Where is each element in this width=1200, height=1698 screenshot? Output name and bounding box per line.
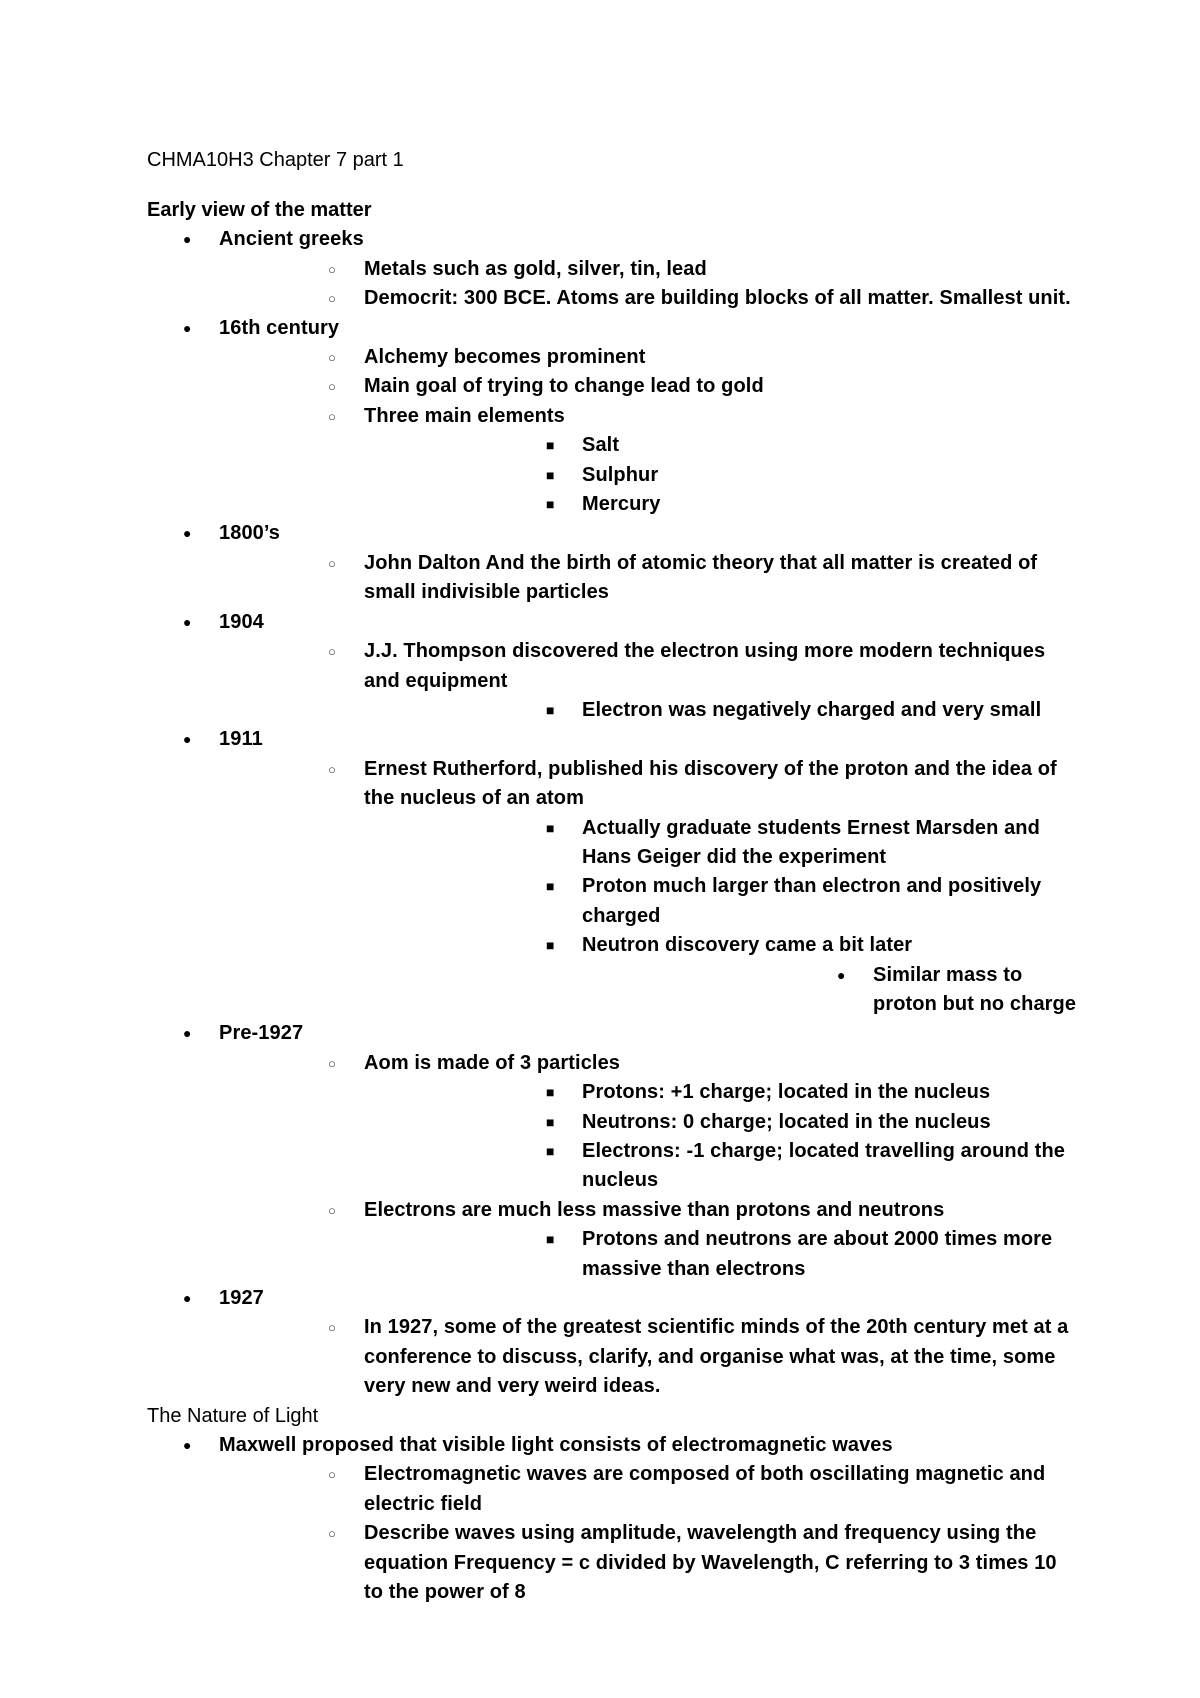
list-item <box>219 284 1077 313</box>
bullet-icon: ○ <box>328 1320 336 1336</box>
list-item-text: J.J. Thompson discovered the electron using more modern techniques and equipment <box>364 640 1046 692</box>
bullet-icon: ● <box>183 613 192 630</box>
list-item-text: Metals such as gold, silver, tin, lead <box>364 257 707 280</box>
list-item-text: Electromagnetic waves are composed of both oscillating magnetic and electric field <box>364 1463 1046 1515</box>
list-item <box>219 1460 1077 1519</box>
bullet-icon: ■ <box>546 819 555 836</box>
list-item-text: Three main elements <box>364 404 565 427</box>
bullet-icon: ○ <box>328 291 336 307</box>
list-item <box>364 1225 1077 1284</box>
list-item <box>364 1078 1077 1107</box>
list-item-text: Electrons are much less massive than protons and neutrons <box>364 1198 945 1221</box>
list-item-text: Neutrons: 0 charge; located in the nucleus <box>582 1110 991 1133</box>
bullet-list-level-2 <box>219 255 1077 314</box>
list-item-text: Ernest Rutherford, published his discovery of the proton and the idea of the nucleus of an atom <box>364 757 1057 810</box>
list-item-text: Alchemy becomes prominent <box>364 346 646 369</box>
list-item <box>364 490 1077 519</box>
bullet-icon: ○ <box>328 1467 336 1483</box>
list-item <box>219 549 1077 608</box>
bullet-list-level-3 <box>364 431 1077 519</box>
list-item <box>364 431 1077 460</box>
bullet-icon: ● <box>183 319 192 336</box>
document-body <box>147 196 1077 1608</box>
list-item-text: Proton much larger than electron and positively charged <box>582 875 1042 927</box>
list-item <box>147 1431 1077 1607</box>
list-item <box>147 608 1077 726</box>
list-item-text: Protons: +1 charge; located in the nucleus <box>582 1081 991 1104</box>
list-item-text: Electron was negatively charged and very small <box>582 698 1042 721</box>
list-item-text: Electrons: -1 charge; located travelling around the nucleus <box>582 1140 1065 1192</box>
bullet-icon: ● <box>183 731 192 748</box>
list-item-text: 1911 <box>219 728 263 751</box>
list-item-text: Actually graduate students Ernest Marsden and Hans Geiger did the experiment <box>582 816 1040 868</box>
list-item-text: Pre-1927 <box>219 1022 304 1045</box>
list-item <box>219 755 1077 1020</box>
list-item-text: In 1927, some of the greatest scientific minds of the 20th century met at a conference to discuss, clarify, and organise what was, at the time, some very new and very weird ideas. <box>364 1316 1069 1398</box>
bullet-icon: ■ <box>546 437 555 454</box>
bullet-icon: ● <box>183 525 192 542</box>
list-item-text: Maxwell proposed that visible light consists of electromagnetic waves <box>219 1434 893 1457</box>
list-item <box>364 814 1077 873</box>
list-item <box>364 931 1077 1019</box>
bullet-icon: ● <box>183 1437 192 1454</box>
list-item-text: Aom is made of 3 particles <box>364 1051 621 1074</box>
list-item <box>147 725 1077 1019</box>
list-item <box>219 1519 1077 1607</box>
bullet-icon: ○ <box>328 1526 336 1542</box>
bullet-icon: ■ <box>546 878 555 895</box>
bullet-icon: ○ <box>328 1055 336 1071</box>
bullet-icon: ○ <box>328 350 336 366</box>
list-item <box>364 696 1077 725</box>
list-item-text: John Dalton And the birth of atomic theory that all matter is created of small indivisible particles <box>364 551 1038 604</box>
bullet-list-level-3 <box>364 1078 1077 1196</box>
list-item <box>147 1019 1077 1284</box>
bullet-icon: ■ <box>546 1113 555 1130</box>
bullet-icon: ■ <box>546 1231 555 1248</box>
list-item <box>364 1108 1077 1137</box>
bullet-list-level-2 <box>219 1313 1077 1401</box>
bullet-icon: ■ <box>546 701 555 718</box>
bullet-list-level-2 <box>219 1049 1077 1284</box>
list-item <box>364 461 1077 490</box>
bullet-icon: ○ <box>328 761 336 777</box>
bullet-list-level-3 <box>364 1225 1077 1284</box>
section-heading: The Nature of Light <box>147 1404 319 1427</box>
bullet-list-level-2 <box>219 343 1077 519</box>
bullet-icon: ○ <box>328 1202 336 1218</box>
bullet-icon: ● <box>183 1025 192 1042</box>
list-item <box>147 1284 1077 1402</box>
document-title: CHMA10H3 Chapter 7 part 1 <box>147 149 404 171</box>
list-item-text: Protons and neutrons are about 2000 times more massive than electrons <box>582 1228 1053 1280</box>
bullet-icon: ■ <box>546 937 555 954</box>
bullet-icon: ● <box>837 966 846 983</box>
bullet-icon: ● <box>183 231 192 248</box>
list-item-text: 16th century <box>219 316 340 339</box>
list-item <box>219 637 1077 725</box>
bullet-icon: ■ <box>546 466 555 483</box>
list-item-text: Describe waves using amplitude, wavelength and frequency using the equation Frequency = c divided by Wavelength, C referring to 3 times 10 to the power of 8 <box>364 1522 1057 1604</box>
list-item <box>219 343 1077 372</box>
list-item-text: 1927 <box>219 1287 264 1310</box>
bullet-icon: ○ <box>328 379 336 395</box>
list-item-text: 1800’s <box>219 522 281 545</box>
list-item-text: Similar mass to proton but no charge <box>873 963 1077 1015</box>
list-item <box>364 1137 1077 1196</box>
bullet-icon: ○ <box>328 644 336 660</box>
list-item <box>147 314 1077 520</box>
bullet-list-level-2 <box>219 755 1077 1020</box>
bullet-icon: ■ <box>546 496 555 513</box>
list-item-text: 1904 <box>219 610 264 633</box>
bullet-list-level-1 <box>147 1431 1077 1607</box>
bullet-icon: ■ <box>546 1143 555 1159</box>
bullet-list-level-3 <box>364 814 1077 1020</box>
list-item-text: Mercury <box>582 493 661 516</box>
list-item <box>219 1196 1077 1284</box>
list-item <box>364 872 1077 931</box>
list-item-text: Salt <box>582 434 620 457</box>
list-item-text: Ancient greeks <box>219 228 364 251</box>
bullet-list-level-2 <box>219 1460 1077 1607</box>
bullet-list-level-3 <box>364 696 1077 725</box>
bullet-list-level-4 <box>582 961 1077 1020</box>
list-item <box>219 1313 1077 1401</box>
bullet-icon: ○ <box>328 408 336 424</box>
list-item-text: Neutron discovery came a bit later <box>582 934 913 957</box>
bullet-list-level-2 <box>219 549 1077 608</box>
list-item <box>219 402 1077 520</box>
bullet-icon: ■ <box>546 1084 555 1101</box>
list-item-text: Democrit: 300 BCE. Atoms are building blocks of all matter. Smallest unit. <box>364 287 1071 310</box>
bullet-list-level-1 <box>147 225 1077 1401</box>
list-item <box>147 519 1077 607</box>
bullet-list-level-2 <box>219 637 1077 725</box>
section <box>147 1402 1077 1608</box>
list-item <box>147 225 1077 313</box>
list-item-text: Main goal of trying to change lead to gold <box>364 375 764 398</box>
bullet-icon: ○ <box>328 261 336 277</box>
section-heading: Early view of the matter <box>147 199 372 221</box>
section <box>147 196 1077 1402</box>
list-item <box>219 1049 1077 1196</box>
document-page <box>147 146 1077 1608</box>
list-item-text: Sulphur <box>582 463 659 486</box>
list-item <box>219 255 1077 284</box>
list-item <box>582 961 1077 1020</box>
bullet-icon: ● <box>183 1290 192 1307</box>
list-item <box>219 372 1077 401</box>
bullet-icon: ○ <box>328 555 336 571</box>
